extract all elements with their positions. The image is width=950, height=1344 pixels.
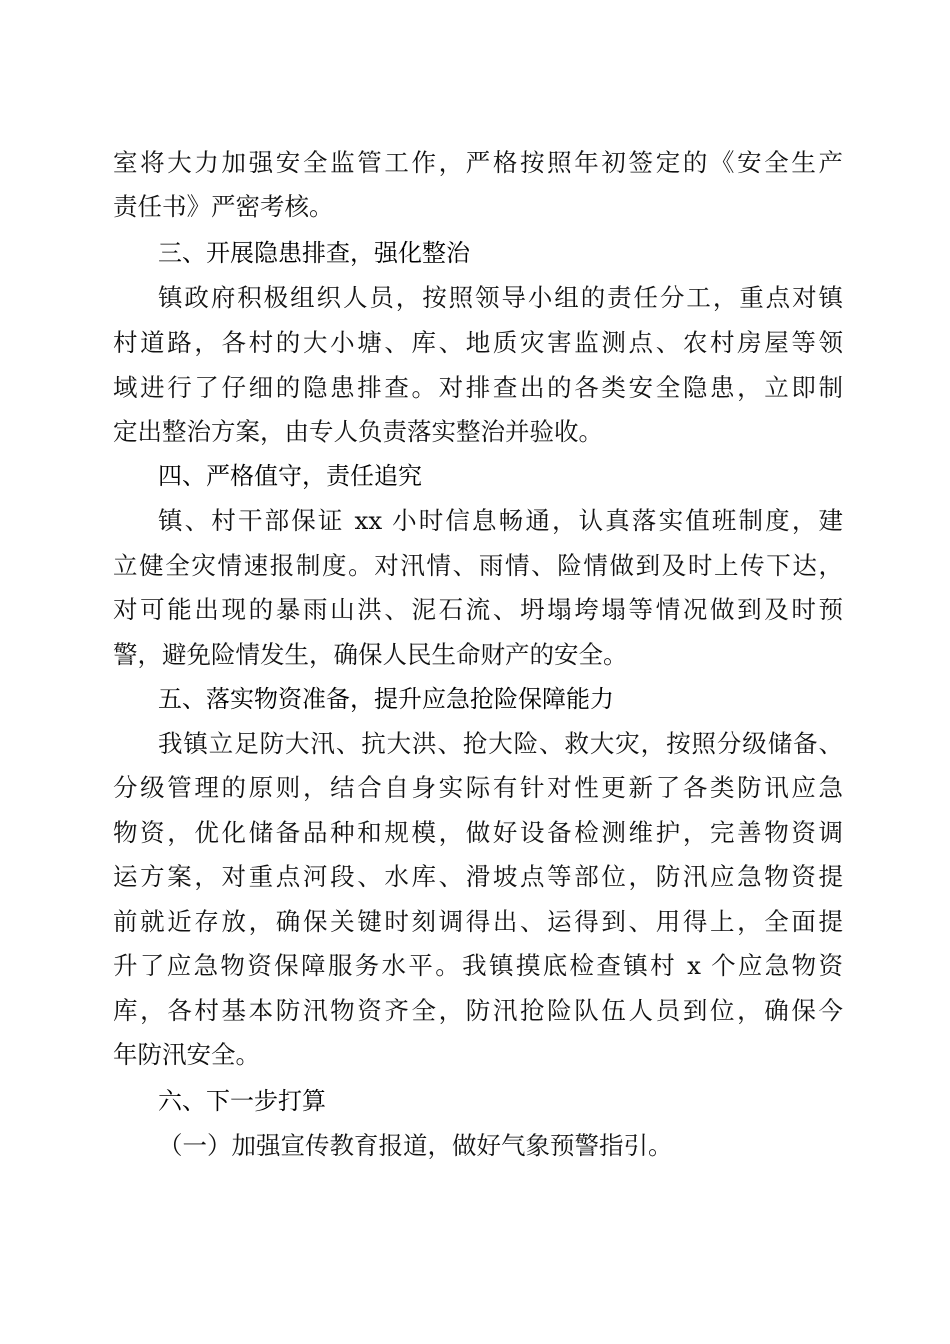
paragraph-line: 对可能出现的暴雨山洪、泥石流、坍塌垮塌等情况做到及时预 [113,595,843,624]
section-heading-6: 六、下一步打算 [158,1087,326,1115]
section-heading-4: 四、严格值守，责任追究 [158,462,422,490]
paragraph-line: 域进行了仔细的隐患排查。对排查出的各类安全隐患，立即制 [113,373,843,402]
section-heading-3: 三、开展隐患排查，强化整治 [158,239,470,267]
section-heading-5: 五、落实物资准备，提升应急抢险保障能力 [158,685,614,713]
paragraph-line: 运方案，对重点河段、水库、滑坡点等部位，防汛应急物资提 [113,862,843,891]
paragraph-line: 库，各村基本防汛物资齐全，防汛抢险队伍人员到位，确保今 [113,996,843,1025]
paragraph-line: 前就近存放，确保关键时刻调得出、运得到、用得上，全面提 [113,907,843,936]
paragraph-line: 年防汛安全。 [113,1040,260,1069]
paragraph-line: 我镇立足防大汛、抗大洪、抢大险、救大灾，按照分级储备、 [158,729,843,758]
paragraph-line: 镇、村干部保证 xx 小时信息畅通，认真落实值班制度，建 [158,506,843,535]
paragraph-line: 镇政府积极组织人员，按照领导小组的责任分工，重点对镇 [158,283,843,312]
paragraph-line: 警，避免险情发生，确保人民生命财产的安全。 [113,640,628,669]
paragraph-line: 立健全灾情速报制度。对汛情、雨情、险情做到及时上传下达， [113,551,843,580]
paragraph-line: 分级管理的原则，结合自身实际有针对性更新了各类防讯应急 [113,773,843,802]
paragraph-line: 室将大力加强安全监管工作，严格按照年初签定的《安全生产 [113,148,843,177]
paragraph-line: 物资，优化储备品种和规模，做好设备检测维护，完善物资调 [113,818,843,847]
paragraph-line: 责任书》严密考核。 [113,192,334,221]
subsection-heading-1: （一）加强宣传教育报道，做好气象预警指引。 [158,1131,673,1160]
paragraph-line: 定出整治方案，由专人负责落实整治并验收。 [113,417,603,446]
paragraph-line: 村道路，各村的大小塘、库、地质灾害监测点、农村房屋等领 [113,328,843,357]
paragraph-line: 升了应急物资保障服务水平。我镇摸底检查镇村 x 个应急物资 [113,951,843,980]
